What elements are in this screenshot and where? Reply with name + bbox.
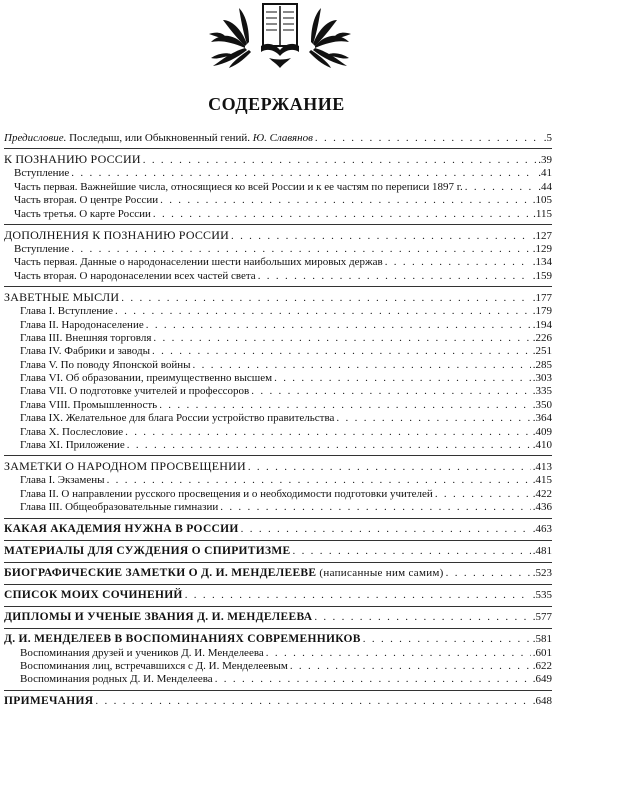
toc-page-number: .523 xyxy=(532,566,552,579)
toc-page-number: .415 xyxy=(532,474,552,487)
toc-entry-title: Предисловие. Последыш, или Обыкновенный гений. Ю. Славянов xyxy=(4,132,313,144)
toc-entry-title: Воспоминания родных Д. И. Менделеева xyxy=(20,673,213,686)
toc-page-number: .159 xyxy=(532,269,552,282)
dot-leader xyxy=(336,412,530,425)
toc-section xyxy=(4,609,552,629)
dot-leader xyxy=(385,256,531,269)
toc-entry-title: Глава VI. Об образовании, преимущественно высшем xyxy=(20,372,273,385)
toc-entry-title: Воспоминания друзей и учеников Д. И. Менделеева xyxy=(20,646,264,659)
dot-leader xyxy=(465,181,536,194)
book-with-leaves-ornament-icon xyxy=(205,2,355,68)
toc-page-number: .226 xyxy=(532,331,552,344)
toc-heading-suffix: (написанные ним самим) xyxy=(316,566,444,579)
toc-section-heading xyxy=(4,631,552,647)
toc-page-number: .285 xyxy=(532,358,552,371)
toc-entry-title: Воспоминания лиц, встречавшихся с Д. И. Менделеевым xyxy=(20,659,288,672)
toc-entry-title: ПРИМЕЧАНИЯ xyxy=(4,694,94,707)
toc-entry-title: Глава VII. О подготовке учителей и профессоров xyxy=(20,385,250,398)
toc-entry-title: Часть первая. Важнейшие числа, относящиеся ко всей России и к ее частям по переписи 1897 г. xyxy=(14,180,463,193)
section-divider xyxy=(4,584,552,585)
toc-page-number: .649 xyxy=(532,673,552,686)
toc-entry xyxy=(4,181,552,194)
dot-leader xyxy=(143,152,537,168)
toc-entry xyxy=(4,412,552,425)
toc-entry xyxy=(4,474,552,487)
toc-entry xyxy=(4,372,552,385)
toc-entry-title: ДОПОЛНЕНИЯ К ПОЗНАНИЮ РОССИИ xyxy=(4,227,229,242)
toc-page-number: .5 xyxy=(543,132,552,144)
toc-entry-title: К ПОЗНАНИЮ РОССИИ xyxy=(4,152,141,167)
toc-section xyxy=(4,565,552,585)
toc-page-number: .436 xyxy=(532,501,552,514)
toc-entry-title: Часть первая. Данные о народонаселении шести наибольших мировых держав xyxy=(14,256,383,269)
toc-page-number: .535 xyxy=(532,588,552,601)
toc-section-heading xyxy=(4,521,552,537)
toc-section xyxy=(4,543,552,563)
dot-leader xyxy=(292,543,530,559)
dot-leader xyxy=(127,439,531,452)
toc-page-number: .129 xyxy=(532,242,552,255)
toc-entry-title: Глава II. Народонаселение xyxy=(20,318,144,331)
toc-entry-title: Часть вторая. О центре России xyxy=(14,194,159,207)
dot-leader xyxy=(315,132,542,145)
toc-entry xyxy=(4,167,552,180)
toc-page-number: .44 xyxy=(538,180,552,193)
section-divider xyxy=(4,628,552,629)
toc-section-heading xyxy=(4,543,552,559)
toc-page-number: .413 xyxy=(532,461,552,474)
toc-entry-title: Глава I. Вступление xyxy=(20,305,114,318)
toc-page-number: .364 xyxy=(532,412,552,425)
table-of-contents xyxy=(4,132,552,709)
toc-page-number: .577 xyxy=(532,610,552,623)
dot-leader xyxy=(146,319,531,332)
section-divider xyxy=(4,606,552,607)
toc-entry-title: Вступление xyxy=(14,242,70,255)
toc-section xyxy=(4,151,552,225)
toc-page-number: .350 xyxy=(532,398,552,411)
toc-page-number: .409 xyxy=(532,425,552,438)
toc-page-number: .622 xyxy=(532,659,552,672)
dot-leader xyxy=(241,521,531,537)
toc-entry-title: СПИСОК МОИХ СОЧИНЕНИЙ xyxy=(4,588,183,601)
dot-leader xyxy=(220,501,531,514)
dot-leader xyxy=(160,194,531,207)
toc-entry-title xyxy=(4,565,444,581)
toc-page-number: .581 xyxy=(532,632,552,645)
toc-entry xyxy=(4,673,552,686)
section-divider xyxy=(4,224,552,225)
dot-leader xyxy=(274,372,531,385)
toc-entry xyxy=(4,660,552,673)
toc-entry xyxy=(4,319,552,332)
toc-entry-title: Глава III. Общеобразовательные гимназии xyxy=(20,501,219,514)
toc-section-heading xyxy=(4,693,552,709)
toc-entry xyxy=(4,501,552,514)
toc-entry-title: Д. И. МЕНДЕЛЕЕВ В ВОСПОМИНАНИЯХ СОВРЕМЕННИКОВ xyxy=(4,632,361,645)
toc-entry-title: Глава III. Внешняя торговля xyxy=(20,331,152,344)
toc-page-number: .463 xyxy=(532,522,552,535)
dot-leader xyxy=(215,673,531,686)
section-divider xyxy=(4,562,552,563)
dot-leader xyxy=(153,208,531,221)
toc-section xyxy=(4,458,552,518)
toc-entry xyxy=(4,256,552,269)
toc-entry-title: Глава XI. Приложение xyxy=(20,439,125,452)
toc-entry-title: Часть третья. О карте России xyxy=(14,207,151,220)
toc-entry xyxy=(4,270,552,283)
toc-section xyxy=(4,289,552,456)
toc-entry xyxy=(4,399,552,412)
dot-leader xyxy=(193,359,531,372)
section-divider xyxy=(4,690,552,691)
toc-section xyxy=(4,132,552,149)
toc-section xyxy=(4,693,552,709)
toc-entry-title: Часть вторая. О народонаселении всех частей света xyxy=(14,269,256,282)
toc-entry-title: ДИПЛОМЫ И УЧЕНЫЕ ЗВАНИЯ Д. И. МЕНДЕЛЕЕВА xyxy=(4,610,313,623)
toc-page-number: .177 xyxy=(532,292,552,305)
section-divider xyxy=(4,455,552,456)
dot-leader xyxy=(258,270,531,283)
toc-page-number: .134 xyxy=(532,256,552,269)
dot-leader xyxy=(446,565,531,581)
dot-leader xyxy=(107,474,531,487)
toc-entry xyxy=(4,132,552,145)
toc-section-heading xyxy=(4,587,552,603)
toc-heading-text: БИОГРАФИЧЕСКИЕ ЗАМЕТКИ О Д. И. МЕНДЕЛЕЕВЕ xyxy=(4,566,317,579)
dot-leader xyxy=(121,290,531,306)
toc-section-heading xyxy=(4,458,552,474)
toc-entry-title: Глава I. Экзамены xyxy=(20,474,105,487)
toc-entry-title: Глава II. О направлении русского просвещения и о необходимости подготовки учителей xyxy=(20,487,433,500)
toc-entry xyxy=(4,359,552,372)
toc-page-number: .648 xyxy=(532,694,552,707)
dot-leader xyxy=(159,399,531,412)
dot-leader xyxy=(71,167,536,180)
toc-section xyxy=(4,227,552,287)
section-divider xyxy=(4,540,552,541)
dot-leader xyxy=(115,305,531,318)
toc-section xyxy=(4,587,552,607)
toc-entry-title: Глава X. Послесловие xyxy=(20,425,124,438)
toc-entry-title: ЗАВЕТНЫЕ МЫСЛИ xyxy=(4,290,120,305)
toc-section-heading xyxy=(4,289,552,305)
toc-page-number: .303 xyxy=(532,372,552,385)
toc-page-number: .39 xyxy=(538,154,552,167)
toc-entry-title: ЗАМЕТКИ О НАРОДНОМ ПРОСВЕЩЕНИИ xyxy=(4,459,246,474)
dot-leader xyxy=(266,647,531,660)
toc-entry xyxy=(4,305,552,318)
toc-entry-title: Глава IV. Фабрики и заводы xyxy=(20,345,150,358)
toc-entry xyxy=(4,332,552,345)
page-title: СОДЕРЖАНИЕ xyxy=(208,94,345,114)
toc-page-number: .127 xyxy=(532,229,552,242)
dot-leader xyxy=(435,488,531,501)
toc-entry xyxy=(4,385,552,398)
toc-section-heading xyxy=(4,565,552,581)
toc-page-number: .481 xyxy=(532,544,552,557)
dot-leader xyxy=(95,693,530,709)
dot-leader xyxy=(314,609,530,625)
toc-entry-title: Вступление xyxy=(14,167,70,180)
toc-section-heading xyxy=(4,151,552,167)
dot-leader xyxy=(153,332,530,345)
toc-page-number: .251 xyxy=(532,345,552,358)
toc-page-number: .115 xyxy=(533,207,552,220)
section-divider xyxy=(4,518,552,519)
toc-entry-title: Глава IX. Желательное для блага России устройство правительства xyxy=(20,412,335,425)
toc-page-number: .105 xyxy=(532,194,552,207)
dot-leader xyxy=(185,587,531,603)
toc-entry xyxy=(4,345,552,358)
dot-leader xyxy=(125,426,531,439)
toc-entry xyxy=(4,647,552,660)
toc-page-number: .335 xyxy=(532,385,552,398)
section-divider xyxy=(4,286,552,287)
toc-page-number: .422 xyxy=(532,487,552,500)
toc-entry xyxy=(4,488,552,501)
toc-page-number: .179 xyxy=(532,305,552,318)
toc-entry xyxy=(4,426,552,439)
dot-leader xyxy=(363,631,531,647)
toc-entry-title: Глава VIII. Промышленность xyxy=(20,398,158,411)
toc-page-number: .601 xyxy=(532,646,552,659)
toc-entry-title: МАТЕРИАЛЫ ДЛЯ СУЖДЕНИЯ О СПИРИТИЗМЕ xyxy=(4,544,291,557)
toc-page-number: .41 xyxy=(538,167,552,180)
section-divider xyxy=(4,148,552,149)
dot-leader xyxy=(152,345,531,358)
toc-entry xyxy=(4,243,552,256)
toc-entry xyxy=(4,439,552,452)
toc-entry xyxy=(4,208,552,221)
dot-leader xyxy=(231,228,531,244)
toc-page-number: .194 xyxy=(532,318,552,331)
toc-entry-title: КАКАЯ АКАДЕМИЯ НУЖНА В РОССИИ xyxy=(4,522,239,535)
dot-leader xyxy=(251,385,531,398)
toc-section xyxy=(4,631,552,691)
dot-leader xyxy=(248,459,531,475)
dot-leader xyxy=(71,243,530,256)
toc-entry xyxy=(4,194,552,207)
toc-entry-title: Глава V. По поводу Японской войны xyxy=(20,358,191,371)
toc-section-heading xyxy=(4,227,552,243)
toc-entry-italic: Предисловие. xyxy=(4,132,67,144)
toc-entry-italic: Ю. Славянов xyxy=(252,132,313,144)
toc-section xyxy=(4,521,552,541)
dot-leader xyxy=(290,660,531,673)
toc-page-number: .410 xyxy=(532,439,552,452)
toc-section-heading xyxy=(4,609,552,625)
